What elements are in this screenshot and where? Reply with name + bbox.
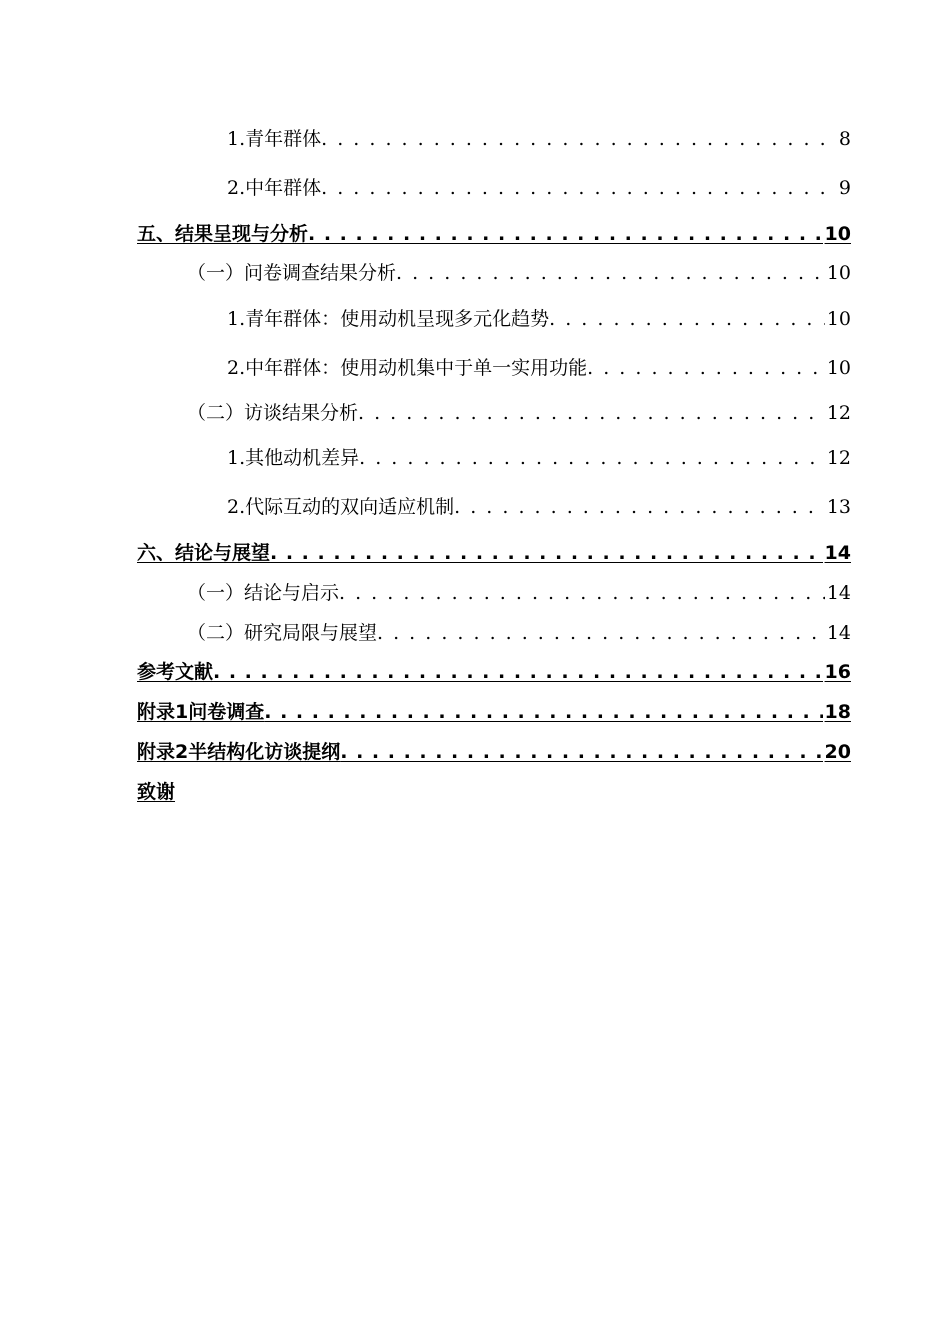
toc-dot-leader (321, 128, 837, 151)
toc-entry-title: 1.青年群体：使用动机呈现多元化趋势 (227, 308, 550, 330)
toc-dot-leader (549, 308, 825, 331)
toc-entry-middle-aged-group[interactable] (227, 177, 851, 200)
toc-dot-leader (213, 661, 823, 684)
toc-page-number: 10 (826, 357, 851, 379)
toc-entry-title: 五、结果呈现与分析 (137, 223, 309, 245)
toc-entry-limitations-outlook[interactable] (187, 622, 851, 645)
toc-dot-leader (454, 496, 825, 519)
toc-dot-leader (359, 447, 825, 470)
toc-entry-title: 2.中年群体 (227, 177, 322, 199)
toc-entry-title: （二）访谈结果分析 (187, 402, 359, 424)
toc-entry-youth-motivation[interactable] (227, 308, 851, 331)
toc-entry-title: 致谢 (137, 781, 176, 803)
toc-page-number: 8 (838, 128, 851, 150)
toc-entry-acknowledgements[interactable] (137, 781, 175, 804)
toc-page-number: 14 (824, 542, 851, 564)
toc-entry-title: 2.代际互动的双向适应机制 (227, 496, 455, 518)
toc-entry-results-analysis[interactable] (137, 223, 851, 246)
toc-page-number: 13 (826, 496, 851, 518)
toc-page-number: 12 (826, 402, 851, 424)
toc-entry-title: 附录2半结构化访谈提纲 (137, 741, 341, 763)
toc-dot-leader (264, 701, 822, 724)
toc-page-number: 18 (824, 701, 851, 723)
toc-entry-title: （一）问卷调查结果分析 (187, 262, 397, 284)
toc-page-number: 20 (824, 741, 851, 763)
toc-entry-title: 六、结论与展望 (137, 542, 271, 564)
toc-dot-leader (270, 542, 823, 565)
toc-page-number: 10 (826, 308, 851, 330)
toc-entry-appendix-2[interactable] (137, 741, 851, 764)
toc-entry-youth-group[interactable] (227, 128, 851, 151)
toc-dot-leader (308, 223, 823, 246)
toc-dot-leader (358, 402, 825, 425)
toc-entry-title: （二）研究局限与展望 (187, 622, 378, 644)
toc-entry-title: 1.青年群体 (227, 128, 322, 150)
toc-page-number: 14 (826, 622, 851, 644)
toc-entry-questionnaire-results[interactable] (187, 262, 851, 285)
toc-entry-appendix-1[interactable] (137, 701, 851, 724)
toc-page-number: 16 (824, 661, 851, 683)
toc-entry-title: （一）结论与启示 (187, 582, 340, 604)
toc-entry-conclusion-implications[interactable] (187, 582, 851, 605)
toc-entry-other-motivation[interactable] (227, 447, 851, 470)
toc-entry-references[interactable] (137, 661, 851, 684)
toc-entry-title: 附录1问卷调查 (137, 701, 265, 723)
toc-dot-leader (396, 262, 825, 285)
toc-entry-middle-aged-motivation[interactable] (227, 357, 851, 380)
toc-entry-conclusion-outlook[interactable] (137, 542, 851, 565)
toc-dot-leader (340, 741, 822, 764)
toc-page-number: 14 (826, 582, 851, 604)
toc-page-number: 10 (824, 223, 851, 245)
toc-dot-leader (377, 622, 825, 645)
toc-dot-leader (587, 357, 825, 380)
toc-entry-interview-results[interactable] (187, 402, 851, 425)
toc-entry-title: 2.中年群体：使用动机集中于单一实用功能 (227, 357, 588, 379)
toc-entry-title: 1.其他动机差异 (227, 447, 360, 469)
toc-page-number: 10 (826, 262, 851, 284)
toc-entry-title: 参考文献 (137, 661, 214, 683)
toc-entry-intergenerational-interaction[interactable] (227, 496, 851, 519)
toc-dot-leader (339, 582, 825, 605)
toc-page-number: 9 (838, 177, 851, 199)
toc-dot-leader (321, 177, 837, 200)
toc-page-number: 12 (826, 447, 851, 469)
